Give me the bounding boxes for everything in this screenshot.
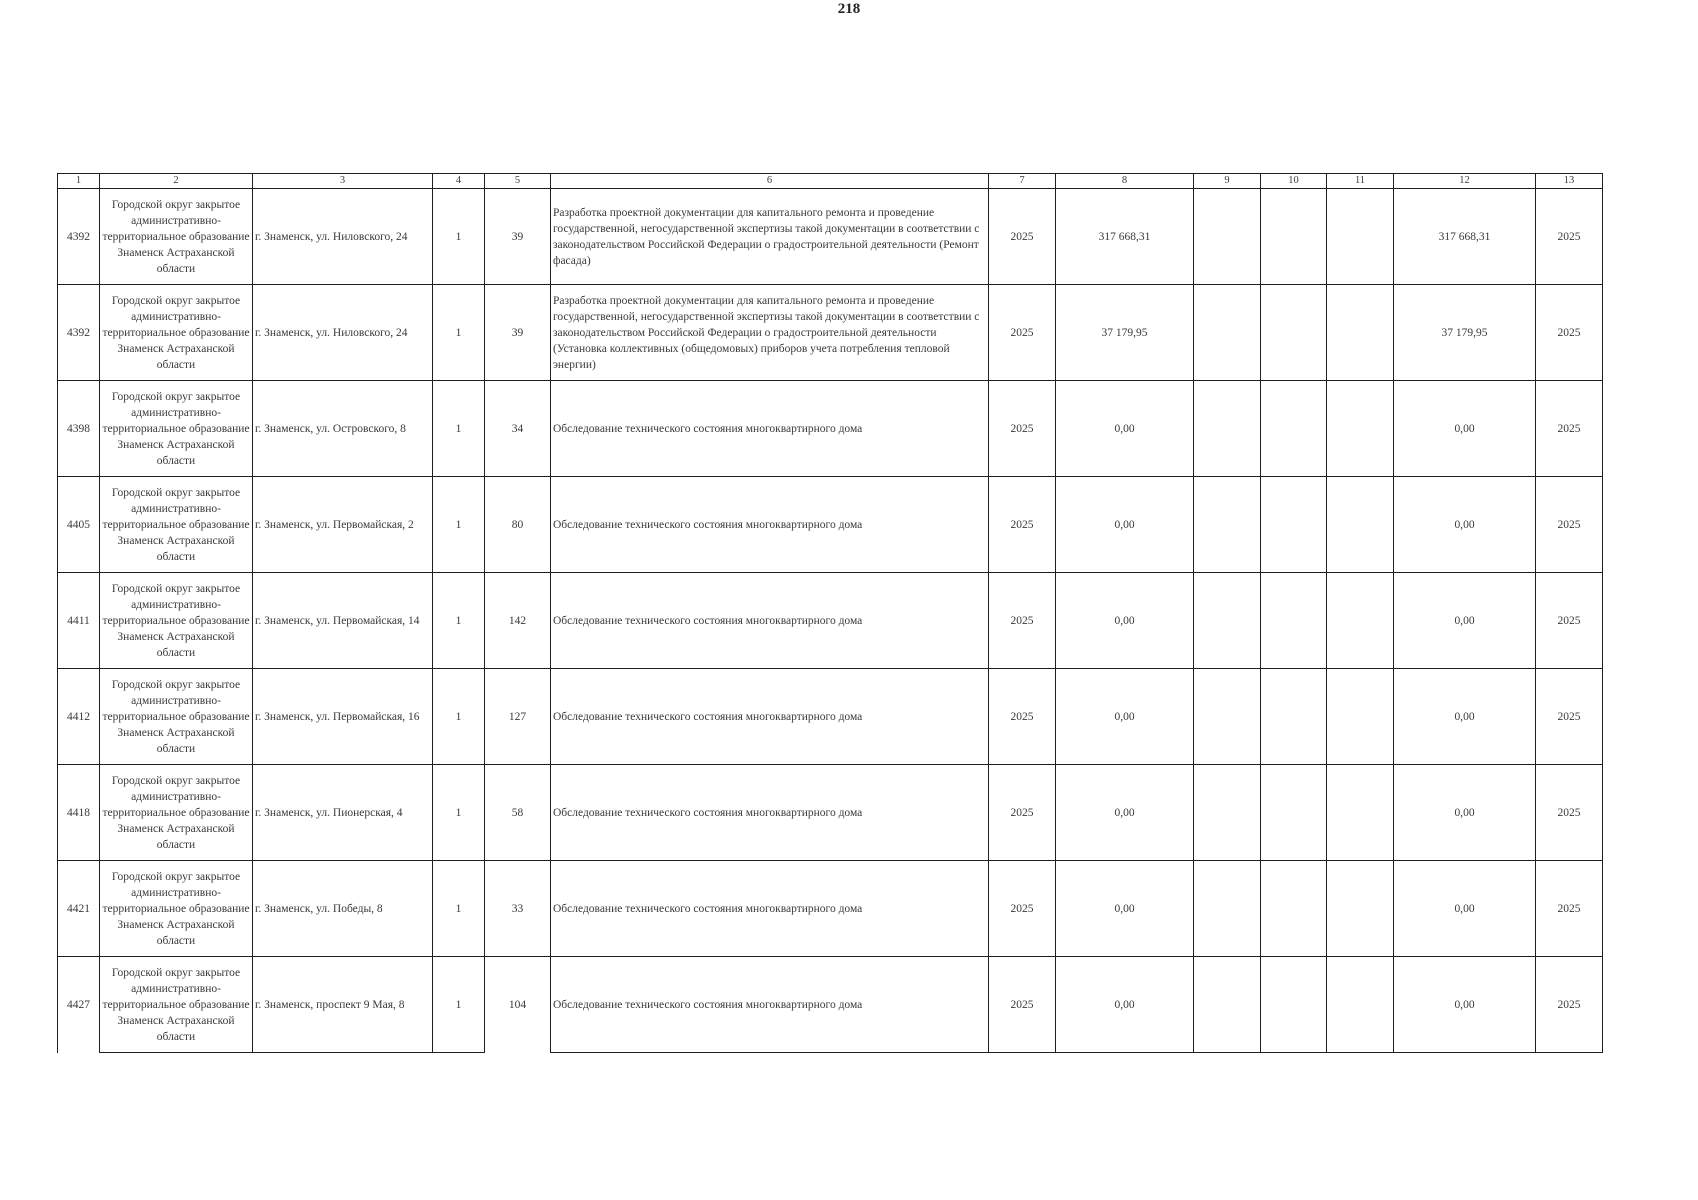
cell-col-9 bbox=[1194, 669, 1261, 765]
cell-municipality: Городской округ закрытое административно-территориальное образование Знаменск Астраханской области bbox=[100, 381, 253, 477]
cell-address: г. Знаменск, ул. Победы, 8 bbox=[253, 861, 433, 957]
cell-year: 2025 bbox=[989, 285, 1056, 381]
cell-amount: 0,00 bbox=[1056, 477, 1194, 573]
cell-col-4: 1 bbox=[433, 957, 485, 1053]
table-row bbox=[58, 861, 1603, 957]
cell-col-11 bbox=[1327, 381, 1394, 477]
cell-amount-total: 0,00 bbox=[1394, 957, 1536, 1053]
cell-col-4: 1 bbox=[433, 189, 485, 285]
column-header: 6 bbox=[551, 174, 989, 189]
cell-amount: 317 668,31 bbox=[1056, 189, 1194, 285]
cell-col-9 bbox=[1194, 189, 1261, 285]
cell-completion-year: 2025 bbox=[1536, 285, 1603, 381]
table-header bbox=[58, 174, 1603, 189]
cell-completion-year: 2025 bbox=[1536, 957, 1603, 1053]
cell-row-number: 4398 bbox=[58, 381, 100, 477]
cell-col-10 bbox=[1261, 285, 1327, 381]
cell-col-9 bbox=[1194, 477, 1261, 573]
cell-col-9 bbox=[1194, 381, 1261, 477]
cell-col-4: 1 bbox=[433, 669, 485, 765]
cell-address: г. Знаменск, проспект 9 Мая, 8 bbox=[253, 957, 433, 1053]
cell-row-number: 4427 bbox=[58, 957, 100, 1053]
cell-col-10 bbox=[1261, 381, 1327, 477]
cell-col-10 bbox=[1261, 957, 1327, 1053]
cell-year: 2025 bbox=[989, 861, 1056, 957]
cell-address: г. Знаменск, ул. Первомайская, 16 bbox=[253, 669, 433, 765]
cell-amount: 0,00 bbox=[1056, 573, 1194, 669]
cell-work-description: Обследование технического состояния многоквартирного дома bbox=[551, 861, 989, 957]
column-header: 13 bbox=[1536, 174, 1603, 189]
cell-address: г. Знаменск, ул. Нилoвского, 24 bbox=[253, 189, 433, 285]
cell-col-4: 1 bbox=[433, 573, 485, 669]
table-row bbox=[58, 957, 1603, 1053]
cell-address: г. Знаменск, ул. Первомайская, 2 bbox=[253, 477, 433, 573]
column-header: 9 bbox=[1194, 174, 1261, 189]
cell-col-11 bbox=[1327, 669, 1394, 765]
cell-col-11 bbox=[1327, 189, 1394, 285]
cell-completion-year: 2025 bbox=[1536, 381, 1603, 477]
column-number-row bbox=[58, 174, 1603, 189]
cell-amount: 0,00 bbox=[1056, 957, 1194, 1053]
cell-work-description: Обследование технического состояния многоквартирного дома bbox=[551, 957, 989, 1053]
cell-amount-total: 0,00 bbox=[1394, 861, 1536, 957]
cell-col-4: 1 bbox=[433, 381, 485, 477]
cell-address: г. Знаменск, ул. Пионерская, 4 bbox=[253, 765, 433, 861]
cell-amount-total: 0,00 bbox=[1394, 765, 1536, 861]
cell-year: 2025 bbox=[989, 957, 1056, 1053]
table-row bbox=[58, 285, 1603, 381]
cell-completion-year: 2025 bbox=[1536, 477, 1603, 573]
cell-amount-total: 0,00 bbox=[1394, 573, 1536, 669]
cell-row-number: 4412 bbox=[58, 669, 100, 765]
cell-col-11 bbox=[1327, 285, 1394, 381]
table-row bbox=[58, 189, 1603, 285]
cell-municipality: Городской округ закрытое административно-территориальное образование Знаменск Астраханской области bbox=[100, 477, 253, 573]
cell-year: 2025 bbox=[989, 477, 1056, 573]
cell-work-description: Разработка проектной документации для капитального ремонта и проведение государственной, негосударственной экспертизы такой документации в соответствии с законодательством Российской Федерации о градостроительной деятельности (Установка коллективных (общедомовых) приборов учета потребления тепловой энергии) bbox=[551, 285, 989, 381]
cell-amount: 0,00 bbox=[1056, 381, 1194, 477]
cell-work-description: Обследование технического состояния многоквартирного дома bbox=[551, 573, 989, 669]
cell-col-9 bbox=[1194, 765, 1261, 861]
cell-col-5: 33 bbox=[485, 861, 551, 957]
cell-work-description: Разработка проектной документации для капитального ремонта и проведение государственной, негосударственной экспертизы такой документации в соответствии с законодательством Российской Федерации о градостроительной деятельности (Ремонт фасада) bbox=[551, 189, 989, 285]
cell-row-number: 4421 bbox=[58, 861, 100, 957]
cell-col-5: 34 bbox=[485, 381, 551, 477]
cell-year: 2025 bbox=[989, 765, 1056, 861]
cell-work-description: Обследование технического состояния многоквартирного дома bbox=[551, 669, 989, 765]
cell-year: 2025 bbox=[989, 189, 1056, 285]
cell-amount: 0,00 bbox=[1056, 861, 1194, 957]
column-header: 5 bbox=[485, 174, 551, 189]
table-body bbox=[58, 189, 1603, 1053]
cell-municipality: Городской округ закрытое административно-территориальное образование Знаменск Астраханской области bbox=[100, 285, 253, 381]
column-header: 2 bbox=[100, 174, 253, 189]
page-number: 218 bbox=[837, 1, 861, 17]
cell-municipality: Городской округ закрытое административно-территориальное образование Знаменск Астраханской области bbox=[100, 765, 253, 861]
cell-col-11 bbox=[1327, 957, 1394, 1053]
column-header: 8 bbox=[1056, 174, 1194, 189]
column-header: 7 bbox=[989, 174, 1056, 189]
cell-amount-total: 0,00 bbox=[1394, 381, 1536, 477]
cell-completion-year: 2025 bbox=[1536, 861, 1603, 957]
column-header: 3 bbox=[253, 174, 433, 189]
cell-year: 2025 bbox=[989, 573, 1056, 669]
cell-row-number: 4392 bbox=[58, 285, 100, 381]
cell-amount-total: 0,00 bbox=[1394, 669, 1536, 765]
cell-completion-year: 2025 bbox=[1536, 189, 1603, 285]
cell-col-11 bbox=[1327, 765, 1394, 861]
table-row bbox=[58, 573, 1603, 669]
cell-completion-year: 2025 bbox=[1536, 669, 1603, 765]
cell-municipality: Городской округ закрытое административно-территориальное образование Знаменск Астраханской области bbox=[100, 669, 253, 765]
cell-col-4: 1 bbox=[433, 765, 485, 861]
cell-col-10 bbox=[1261, 189, 1327, 285]
cell-row-number: 4405 bbox=[58, 477, 100, 573]
cell-work-description: Обследование технического состояния многоквартирного дома bbox=[551, 381, 989, 477]
cell-address: г. Знаменск, ул. Нилoвского, 24 bbox=[253, 285, 433, 381]
capital-repair-table bbox=[57, 173, 1603, 1053]
cell-col-5: 80 bbox=[485, 477, 551, 573]
cell-address: г. Знаменск, ул. Первомайская, 14 bbox=[253, 573, 433, 669]
cell-work-description: Обследование технического состояния многоквартирного дома bbox=[551, 765, 989, 861]
cell-col-5: 142 bbox=[485, 573, 551, 669]
column-header: 10 bbox=[1261, 174, 1327, 189]
cell-row-number: 4418 bbox=[58, 765, 100, 861]
cell-col-10 bbox=[1261, 573, 1327, 669]
cell-amount-total: 37 179,95 bbox=[1394, 285, 1536, 381]
cell-col-11 bbox=[1327, 861, 1394, 957]
table-row bbox=[58, 477, 1603, 573]
cell-address: г. Знаменск, ул. Островского, 8 bbox=[253, 381, 433, 477]
cell-col-5: 104 bbox=[485, 957, 551, 1053]
cell-completion-year: 2025 bbox=[1536, 573, 1603, 669]
cell-row-number: 4392 bbox=[58, 189, 100, 285]
cell-amount: 0,00 bbox=[1056, 765, 1194, 861]
table-row bbox=[58, 381, 1603, 477]
cell-col-5: 39 bbox=[485, 189, 551, 285]
cell-col-9 bbox=[1194, 957, 1261, 1053]
cell-col-4: 1 bbox=[433, 477, 485, 573]
cell-row-number: 4411 bbox=[58, 573, 100, 669]
cell-year: 2025 bbox=[989, 381, 1056, 477]
cell-completion-year: 2025 bbox=[1536, 765, 1603, 861]
cell-col-5: 58 bbox=[485, 765, 551, 861]
cell-amount-total: 317 668,31 bbox=[1394, 189, 1536, 285]
cell-col-4: 1 bbox=[433, 285, 485, 381]
cell-col-9 bbox=[1194, 573, 1261, 669]
cell-col-10 bbox=[1261, 669, 1327, 765]
cell-municipality: Городской округ закрытое административно-территориальное образование Знаменск Астраханской области bbox=[100, 861, 253, 957]
cell-col-9 bbox=[1194, 285, 1261, 381]
column-header: 1 bbox=[58, 174, 100, 189]
cell-col-10 bbox=[1261, 861, 1327, 957]
cell-col-5: 127 bbox=[485, 669, 551, 765]
cell-col-10 bbox=[1261, 765, 1327, 861]
cell-col-5: 39 bbox=[485, 285, 551, 381]
cell-work-description: Обследование технического состояния многоквартирного дома bbox=[551, 477, 989, 573]
table-row bbox=[58, 669, 1603, 765]
column-header: 4 bbox=[433, 174, 485, 189]
cell-municipality: Городской округ закрытое административно-территориальное образование Знаменск Астраханской области bbox=[100, 573, 253, 669]
cell-amount: 37 179,95 bbox=[1056, 285, 1194, 381]
table-row bbox=[58, 765, 1603, 861]
cell-col-11 bbox=[1327, 477, 1394, 573]
column-header: 12 bbox=[1394, 174, 1536, 189]
cell-year: 2025 bbox=[989, 669, 1056, 765]
cell-col-9 bbox=[1194, 861, 1261, 957]
cell-amount: 0,00 bbox=[1056, 669, 1194, 765]
cell-col-4: 1 bbox=[433, 861, 485, 957]
cell-amount-total: 0,00 bbox=[1394, 477, 1536, 573]
column-header: 11 bbox=[1327, 174, 1394, 189]
cell-col-11 bbox=[1327, 573, 1394, 669]
cell-municipality: Городской округ закрытое административно-территориальное образование Знаменск Астраханской области bbox=[100, 957, 253, 1053]
cell-col-10 bbox=[1261, 477, 1327, 573]
cell-municipality: Городской округ закрытое административно-территориальное образование Знаменск Астраханской области bbox=[100, 189, 253, 285]
